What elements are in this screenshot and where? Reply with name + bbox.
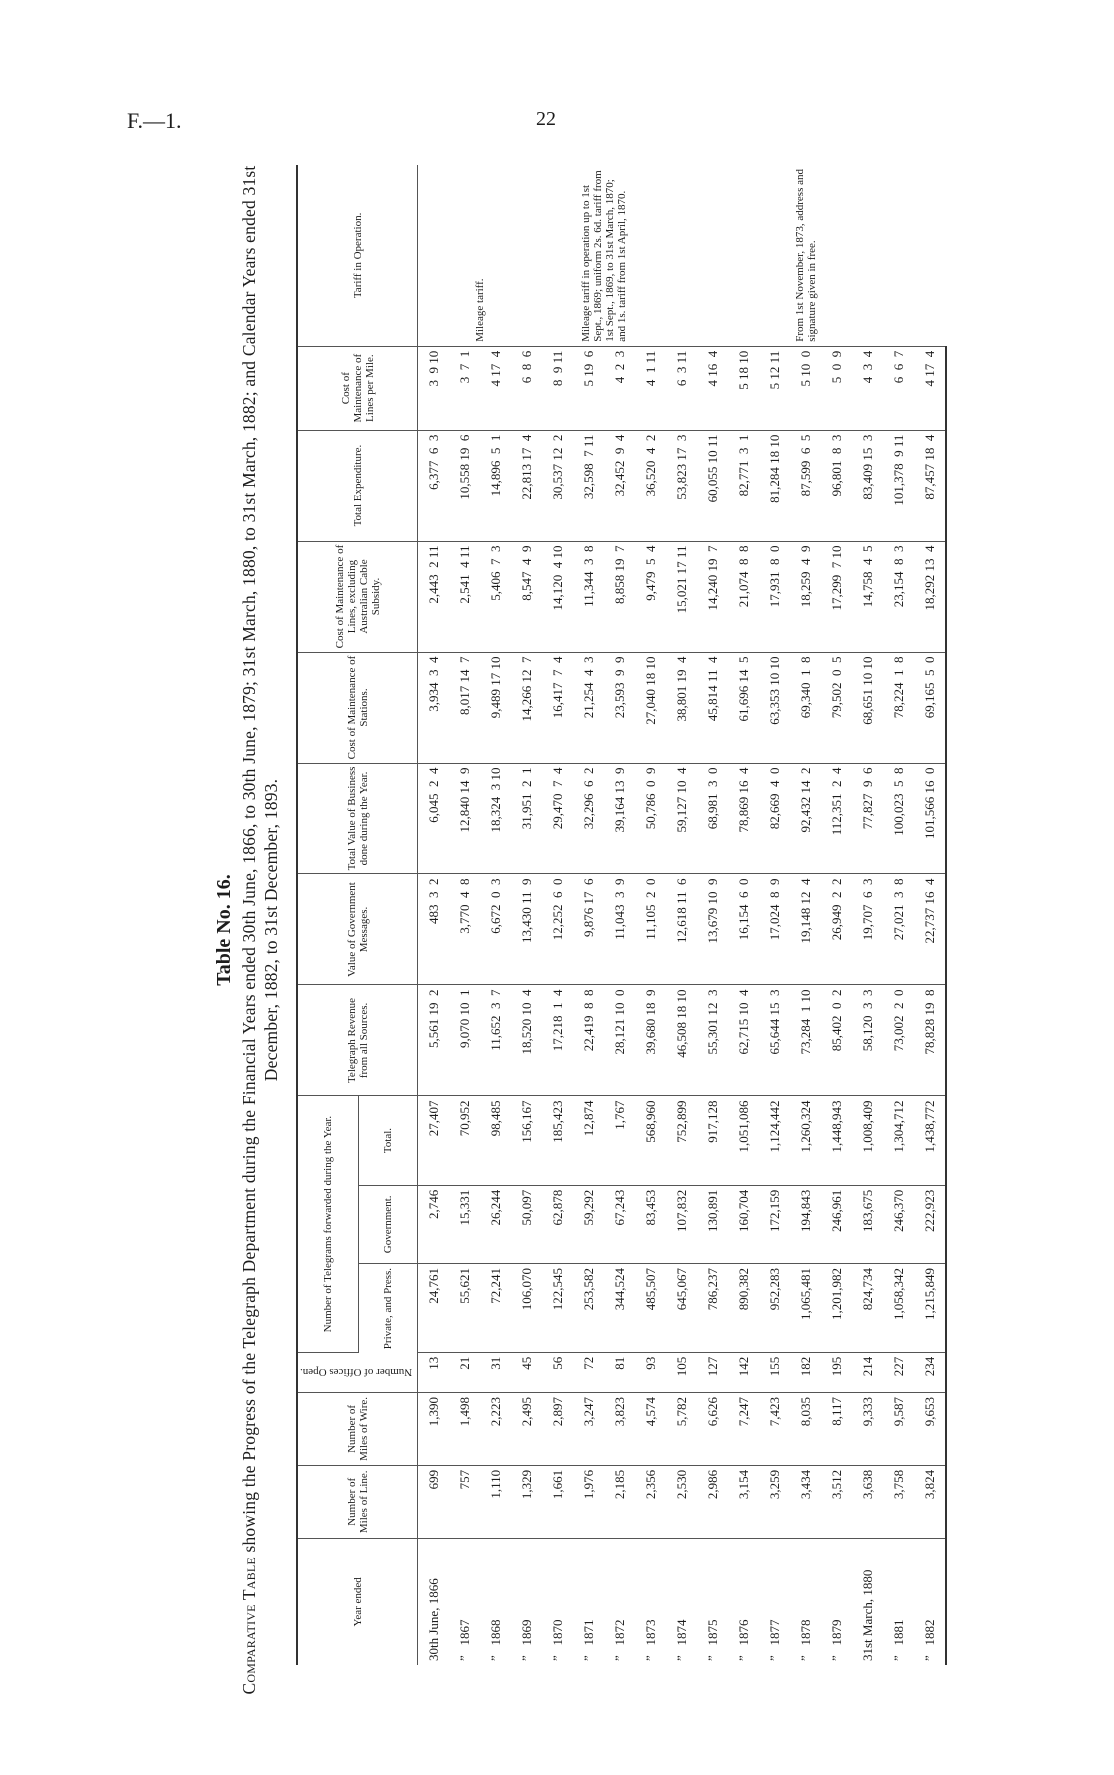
govt-value-cell: 19,148 12 4 [790, 874, 821, 985]
expenditure-cell: 87,599 6 5 [790, 430, 821, 541]
table-caption [238, 160, 282, 1700]
cost-stations-cell: 79,502 0 5 [821, 652, 852, 763]
cost-per-mile-cell: 5 10 0 [790, 346, 821, 430]
year-cell: ” 1869 [518, 1619, 534, 1661]
private-cell: 485,507 [635, 1264, 666, 1353]
business-cell: 18,324 3 10 [480, 763, 511, 874]
expenditure-cell: 82,771 3 1 [728, 430, 759, 541]
expenditure-cell: 101,378 9 11 [883, 430, 914, 541]
cost-stations-cell: 21,254 4 3 [573, 652, 604, 763]
document-reference: F.—1. [127, 108, 182, 133]
tariff-cell: From 1st November, 1873, address and signature given in free. [666, 165, 946, 346]
business-cell: 82,669 4 0 [759, 763, 790, 874]
cost-stations-cell: 78,224 1 8 [883, 652, 914, 763]
private-cell: 122,545 [542, 1264, 573, 1353]
government-cell: 67,243 [604, 1185, 635, 1263]
table-row [511, 165, 542, 1665]
revenue-cell: 46,508 18 10 [666, 985, 697, 1096]
table-row [883, 165, 914, 1665]
table-row [635, 165, 666, 1665]
cost-stations-cell: 38,801 19 4 [666, 652, 697, 763]
page-number: 22 [536, 108, 556, 130]
col-offices-label: Number of Offices Open. [300, 1366, 413, 1379]
revenue-cell: 73,002 2 0 [883, 985, 914, 1096]
year-cell: ” 1870 [549, 1619, 565, 1661]
govt-value-cell: 27,021 3 8 [883, 874, 914, 985]
cost-lines-cell: 14,240 19 7 [697, 541, 728, 652]
cost-per-mile-cell: 4 1 11 [635, 346, 666, 430]
private-cell: 786,237 [697, 1264, 728, 1353]
total-cell: 568,960 [635, 1096, 666, 1185]
miles-line-cell: 2,530 [666, 1465, 697, 1538]
private-cell: 645,067 [666, 1264, 697, 1353]
private-cell: 1,201,982 [821, 1264, 852, 1353]
government-cell: 160,704 [728, 1185, 759, 1263]
government-cell: 222,923 [914, 1185, 946, 1263]
total-cell: 12,874 [573, 1096, 604, 1185]
miles-wire-cell: 2,897 [542, 1392, 573, 1465]
miles-wire-cell: 4,574 [635, 1392, 666, 1465]
cost-per-mile-cell: 4 17 4 [914, 346, 946, 430]
year-cell: ” 1881 [890, 1619, 906, 1661]
cost-lines-cell: 18,259 4 9 [790, 541, 821, 652]
cost-lines-cell: 2,541 4 11 [449, 541, 480, 652]
col-govt-value: Value of Government Messages. [297, 874, 418, 985]
expenditure-cell: 14,896 5 1 [480, 430, 511, 541]
col-revenue: Telegraph Revenue from all Sources. [297, 985, 418, 1096]
year-cell: ” 1873 [642, 1619, 658, 1661]
table-row [728, 165, 759, 1665]
business-cell: 92,432 14 2 [790, 763, 821, 874]
cost-stations-cell: 3,934 3 4 [418, 652, 450, 763]
offices-cell: 93 [635, 1352, 666, 1392]
revenue-cell: 73,284 1 10 [790, 985, 821, 1096]
cost-per-mile-cell: 5 0 9 [821, 346, 852, 430]
year-cell: ” 1871 [580, 1619, 596, 1661]
offices-cell: 127 [697, 1352, 728, 1392]
total-cell: 70,952 [449, 1096, 480, 1185]
miles-wire-cell: 6,626 [697, 1392, 728, 1465]
cost-per-mile-cell: 4 3 4 [852, 346, 883, 430]
total-cell: 1,008,409 [852, 1096, 883, 1185]
offices-cell: 56 [542, 1352, 573, 1392]
cost-per-mile-cell: 6 6 7 [883, 346, 914, 430]
miles-wire-cell: 9,333 [852, 1392, 883, 1465]
table-row [852, 165, 883, 1665]
business-cell: 29,470 7 4 [542, 763, 573, 874]
govt-value-cell: 16,154 6 0 [728, 874, 759, 985]
cost-per-mile-cell: 5 18 10 [728, 346, 759, 430]
cost-lines-cell: 23,154 8 3 [883, 541, 914, 652]
year-cell: ” 1867 [456, 1619, 472, 1661]
business-cell: 112,351 2 4 [821, 763, 852, 874]
table-body [418, 165, 947, 1665]
private-cell: 1,058,342 [883, 1264, 914, 1353]
total-cell: 1,260,324 [790, 1096, 821, 1185]
miles-line-cell: 699 [418, 1465, 450, 1538]
miles-line-cell: 3,434 [790, 1465, 821, 1538]
col-cost-lines: Cost of Maintenance of Lines, excluding Australian Cable Subsidy. [297, 541, 418, 652]
revenue-cell: 11,652 3 7 [480, 985, 511, 1096]
cost-stations-cell: 27,040 18 10 [635, 652, 666, 763]
business-cell: 77,827 9 6 [852, 763, 883, 874]
expenditure-cell: 30,537 12 2 [542, 430, 573, 541]
miles-line-cell: 2,356 [635, 1465, 666, 1538]
miles-line-cell: 1,661 [542, 1465, 573, 1538]
business-cell: 50,786 0 9 [635, 763, 666, 874]
govt-value-cell: 9,876 17 6 [573, 874, 604, 985]
miles-line-cell: 1,110 [480, 1465, 511, 1538]
cost-stations-cell: 16,417 7 4 [542, 652, 573, 763]
government-cell: 83,453 [635, 1185, 666, 1263]
col-miles-line: Number of Miles of Line. [297, 1465, 418, 1538]
table-row [573, 165, 604, 1665]
private-cell: 72,241 [480, 1264, 511, 1353]
year-cell: ” 1878 [797, 1619, 813, 1661]
business-cell: 68,981 3 0 [697, 763, 728, 874]
business-cell: 12,840 14 9 [449, 763, 480, 874]
revenue-cell: 55,301 12 3 [697, 985, 728, 1096]
cost-lines-cell: 14,758 4 5 [852, 541, 883, 652]
miles-line-cell: 3,512 [821, 1465, 852, 1538]
table-row [790, 165, 821, 1665]
private-cell: 253,582 [573, 1264, 604, 1353]
cost-lines-cell: 11,344 3 8 [573, 541, 604, 652]
tariff-cell: Mileage tariff. [418, 165, 543, 346]
expenditure-cell: 53,823 17 3 [666, 430, 697, 541]
offices-cell: 182 [790, 1352, 821, 1392]
table-row [604, 165, 635, 1665]
miles-wire-cell: 9,587 [883, 1392, 914, 1465]
table-row [914, 165, 946, 1665]
miles-line-cell: 757 [449, 1465, 480, 1538]
cost-per-mile-cell: 3 9 10 [418, 346, 450, 430]
cost-per-mile-cell: 4 17 4 [480, 346, 511, 430]
private-cell: 1,215,849 [914, 1264, 946, 1353]
offices-cell: 105 [666, 1352, 697, 1392]
govt-value-cell: 17,024 8 9 [759, 874, 790, 985]
business-cell: 31,951 2 1 [511, 763, 542, 874]
cost-lines-cell: 8,858 19 7 [604, 541, 635, 652]
year-cell: ” 1875 [704, 1619, 720, 1661]
cost-per-mile-cell: 3 7 1 [449, 346, 480, 430]
govt-value-cell: 13,679 10 9 [697, 874, 728, 985]
total-cell: 1,051,086 [728, 1096, 759, 1185]
private-cell: 1,065,481 [790, 1264, 821, 1353]
private-cell: 55,621 [449, 1264, 480, 1353]
govt-value-cell: 12,252 6 0 [542, 874, 573, 985]
offices-cell: 227 [883, 1352, 914, 1392]
offices-cell: 214 [852, 1352, 883, 1392]
private-cell: 890,382 [728, 1264, 759, 1353]
cost-stations-cell: 8,017 14 7 [449, 652, 480, 763]
cost-lines-cell: 14,120 4 10 [542, 541, 573, 652]
total-cell: 185,423 [542, 1096, 573, 1185]
offices-cell: 31 [480, 1352, 511, 1392]
government-cell: 107,832 [666, 1185, 697, 1263]
caption-text: showing the Progress of the Telegraph Department during the Financial Years ended 30th June, 1866, to 30th June, 1879; 31st March, 1880, to 31st March, 1882; and Calendar Years ended 31st December, 1882, to 31st December, 1893. [239, 165, 281, 1553]
cost-per-mile-cell: 5 12 11 [759, 346, 790, 430]
government-cell: 172,159 [759, 1185, 790, 1263]
table-row [666, 165, 697, 1665]
miles-line-cell: 2,185 [604, 1465, 635, 1538]
cost-lines-cell: 9,479 5 4 [635, 541, 666, 652]
cost-stations-cell: 61,696 14 5 [728, 652, 759, 763]
total-cell: 27,407 [418, 1096, 450, 1185]
private-cell: 824,734 [852, 1264, 883, 1353]
miles-wire-cell: 1,498 [449, 1392, 480, 1465]
miles-wire-cell: 2,223 [480, 1392, 511, 1465]
miles-wire-cell: 8,035 [790, 1392, 821, 1465]
year-cell: 31st March, 1880 [859, 1569, 875, 1661]
miles-line-cell: 1,976 [573, 1465, 604, 1538]
miles-wire-cell: 7,423 [759, 1392, 790, 1465]
miles-wire-cell: 7,247 [728, 1392, 759, 1465]
business-cell: 100,023 5 8 [883, 763, 914, 874]
year-cell: ” 1868 [487, 1619, 503, 1661]
govt-value-cell: 6,672 0 3 [480, 874, 511, 985]
govt-value-cell: 13,430 11 9 [511, 874, 542, 985]
business-cell: 101,566 16 0 [914, 763, 946, 874]
private-cell: 952,283 [759, 1264, 790, 1353]
cost-lines-cell: 8,547 4 9 [511, 541, 542, 652]
govt-value-cell: 483 3 2 [418, 874, 450, 985]
cost-stations-cell: 69,340 1 8 [790, 652, 821, 763]
expenditure-cell: 10,558 19 6 [449, 430, 480, 541]
expenditure-cell: 36,520 4 2 [635, 430, 666, 541]
total-cell: 917,128 [697, 1096, 728, 1185]
revenue-cell: 18,520 10 4 [511, 985, 542, 1096]
miles-wire-cell: 2,495 [511, 1392, 542, 1465]
cost-lines-cell: 17,931 8 0 [759, 541, 790, 652]
expenditure-cell: 32,598 7 11 [573, 430, 604, 541]
year-cell: ” 1879 [828, 1619, 844, 1661]
col-government: Government. [358, 1185, 418, 1263]
table-row [759, 165, 790, 1665]
business-cell: 32,296 6 2 [573, 763, 604, 874]
year-cell: 30th June, 1866 [425, 1578, 441, 1661]
comparative-table [296, 165, 947, 1665]
govt-value-cell: 3,770 4 8 [449, 874, 480, 985]
col-tariff: Tariff in Operation. [297, 165, 418, 346]
table-number: Table No. 16. [213, 874, 235, 986]
year-cell: ” 1877 [766, 1619, 782, 1661]
expenditure-cell: 81,284 18 10 [759, 430, 790, 541]
col-total: Total. [358, 1096, 418, 1185]
business-cell: 78,869 16 4 [728, 763, 759, 874]
private-cell: 344,524 [604, 1264, 635, 1353]
govt-value-cell: 12,618 11 6 [666, 874, 697, 985]
table-row [542, 165, 573, 1665]
cost-lines-cell: 18,292 13 4 [914, 541, 946, 652]
government-cell: 183,675 [852, 1185, 883, 1263]
expenditure-cell: 83,409 15 3 [852, 430, 883, 541]
miles-wire-cell: 8,117 [821, 1392, 852, 1465]
offices-cell: 234 [914, 1352, 946, 1392]
total-cell: 1,448,943 [821, 1096, 852, 1185]
offices-cell: 21 [449, 1352, 480, 1392]
cost-stations-cell: 23,593 9 9 [604, 652, 635, 763]
rotated-page-content [210, 160, 937, 1700]
cost-per-mile-cell: 6 8 6 [511, 346, 542, 430]
cost-per-mile-cell: 4 2 3 [604, 346, 635, 430]
expenditure-cell: 6,377 6 3 [418, 430, 450, 541]
government-cell: 246,370 [883, 1185, 914, 1263]
miles-line-cell: 3,259 [759, 1465, 790, 1538]
cost-stations-cell: 68,651 10 10 [852, 652, 883, 763]
col-telegrams-group: Number of Telegrams forwarded during the Year. [297, 1096, 358, 1352]
miles-line-cell: 3,758 [883, 1465, 914, 1538]
col-private: Private, and Press. [358, 1264, 418, 1353]
cost-stations-cell: 45,814 11 4 [697, 652, 728, 763]
table-row [480, 165, 511, 1665]
col-expenditure: Total Expenditure. [297, 430, 418, 541]
offices-cell: 45 [511, 1352, 542, 1392]
business-cell: 6,045 2 4 [418, 763, 450, 874]
cost-lines-cell: 2,443 2 11 [418, 541, 450, 652]
revenue-cell: 28,121 10 0 [604, 985, 635, 1096]
government-cell: 194,843 [790, 1185, 821, 1263]
miles-line-cell: 1,329 [511, 1465, 542, 1538]
total-cell: 156,167 [511, 1096, 542, 1185]
offices-cell: 13 [418, 1352, 450, 1392]
total-cell: 1,438,772 [914, 1096, 946, 1185]
cost-lines-cell: 15,021 17 11 [666, 541, 697, 652]
offices-cell: 195 [821, 1352, 852, 1392]
col-offices [297, 1352, 418, 1392]
table-row [821, 165, 852, 1665]
govt-value-cell: 19,707 6 3 [852, 874, 883, 985]
revenue-cell: 65,644 15 3 [759, 985, 790, 1096]
business-cell: 39,164 13 9 [604, 763, 635, 874]
col-cost-stations: Cost of Maintenance of Stations. [297, 652, 418, 763]
cost-lines-cell: 21,074 8 8 [728, 541, 759, 652]
revenue-cell: 17,218 1 4 [542, 985, 573, 1096]
table-row [697, 165, 728, 1665]
offices-cell: 142 [728, 1352, 759, 1392]
government-cell: 50,097 [511, 1185, 542, 1263]
cost-per-mile-cell: 4 16 4 [697, 346, 728, 430]
government-cell: 62,878 [542, 1185, 573, 1263]
cost-stations-cell: 69,165 5 0 [914, 652, 946, 763]
govt-value-cell: 22,737 16 4 [914, 874, 946, 985]
tariff-cell: Mileage tariff in operation up to 1st Sept., 1869; uniform 2s. 6d. tariff from 1st Sept., 1869, to 31st March, 1870; and 1s. tariff from 1st April, 1870. [542, 165, 666, 346]
year-cell: ” 1872 [611, 1619, 627, 1661]
miles-line-cell: 3,638 [852, 1465, 883, 1538]
miles-wire-cell: 3,247 [573, 1392, 604, 1465]
offices-cell: 72 [573, 1352, 604, 1392]
govt-value-cell: 11,043 3 9 [604, 874, 635, 985]
cost-stations-cell: 14,266 12 7 [511, 652, 542, 763]
miles-line-cell: 3,154 [728, 1465, 759, 1538]
miles-wire-cell: 1,390 [418, 1392, 450, 1465]
offices-cell: 155 [759, 1352, 790, 1392]
revenue-cell: 62,715 10 4 [728, 985, 759, 1096]
miles-wire-cell: 3,823 [604, 1392, 635, 1465]
year-cell: ” 1876 [735, 1619, 751, 1661]
year-cell: ” 1882 [914, 1538, 946, 1665]
government-cell: 130,891 [697, 1185, 728, 1263]
col-miles-wire: Number of Miles of Wire. [297, 1392, 418, 1465]
cost-lines-cell: 17,299 7 10 [821, 541, 852, 652]
business-cell: 59,127 10 4 [666, 763, 697, 874]
miles-line-cell: 3,824 [914, 1465, 946, 1538]
expenditure-cell: 87,457 18 4 [914, 430, 946, 541]
revenue-cell: 78,828 19 8 [914, 985, 946, 1096]
total-cell: 1,304,712 [883, 1096, 914, 1185]
cost-per-mile-cell: 5 19 6 [573, 346, 604, 430]
expenditure-cell: 96,801 8 3 [821, 430, 852, 541]
caption-lead: Comparative Table [239, 1557, 259, 1695]
expenditure-cell: 22,813 17 4 [511, 430, 542, 541]
cost-stations-cell: 63,353 10 10 [759, 652, 790, 763]
revenue-cell: 85,402 0 2 [821, 985, 852, 1096]
miles-line-cell: 2,986 [697, 1465, 728, 1538]
expenditure-cell: 32,452 9 4 [604, 430, 635, 541]
table-row [418, 165, 450, 1665]
revenue-cell: 58,120 3 3 [852, 985, 883, 1096]
expenditure-cell: 60,055 10 11 [697, 430, 728, 541]
col-business: Total Value of Business done during the Year. [297, 763, 418, 874]
government-cell: 26,244 [480, 1185, 511, 1263]
private-cell: 24,761 [418, 1264, 450, 1353]
govt-value-cell: 26,949 2 2 [821, 874, 852, 985]
total-cell: 1,124,442 [759, 1096, 790, 1185]
miles-wire-cell: 5,782 [666, 1392, 697, 1465]
cost-stations-cell: 9,489 17 10 [480, 652, 511, 763]
miles-wire-cell: 9,653 [914, 1392, 946, 1465]
col-year: Year ended [297, 1538, 418, 1665]
revenue-cell: 39,680 18 9 [635, 985, 666, 1096]
offices-cell: 81 [604, 1352, 635, 1392]
cost-per-mile-cell: 8 9 11 [542, 346, 573, 430]
year-cell: ” 1874 [673, 1619, 689, 1661]
revenue-cell: 9,070 10 1 [449, 985, 480, 1096]
total-cell: 752,899 [666, 1096, 697, 1185]
total-cell: 98,485 [480, 1096, 511, 1185]
government-cell: 2,746 [418, 1185, 450, 1263]
revenue-cell: 5,561 19 2 [418, 985, 450, 1096]
govt-value-cell: 11,105 2 0 [635, 874, 666, 985]
total-cell: 1,767 [604, 1096, 635, 1185]
government-cell: 15,331 [449, 1185, 480, 1263]
government-cell: 246,961 [821, 1185, 852, 1263]
government-cell: 59,292 [573, 1185, 604, 1263]
table-row [449, 165, 480, 1665]
revenue-cell: 22,419 8 8 [573, 985, 604, 1096]
col-cost-per-mile: Cost of Maintenance of Lines per Mile. [297, 346, 418, 430]
cost-lines-cell: 5,406 7 3 [480, 541, 511, 652]
cost-per-mile-cell: 6 3 11 [666, 346, 697, 430]
private-cell: 106,070 [511, 1264, 542, 1353]
